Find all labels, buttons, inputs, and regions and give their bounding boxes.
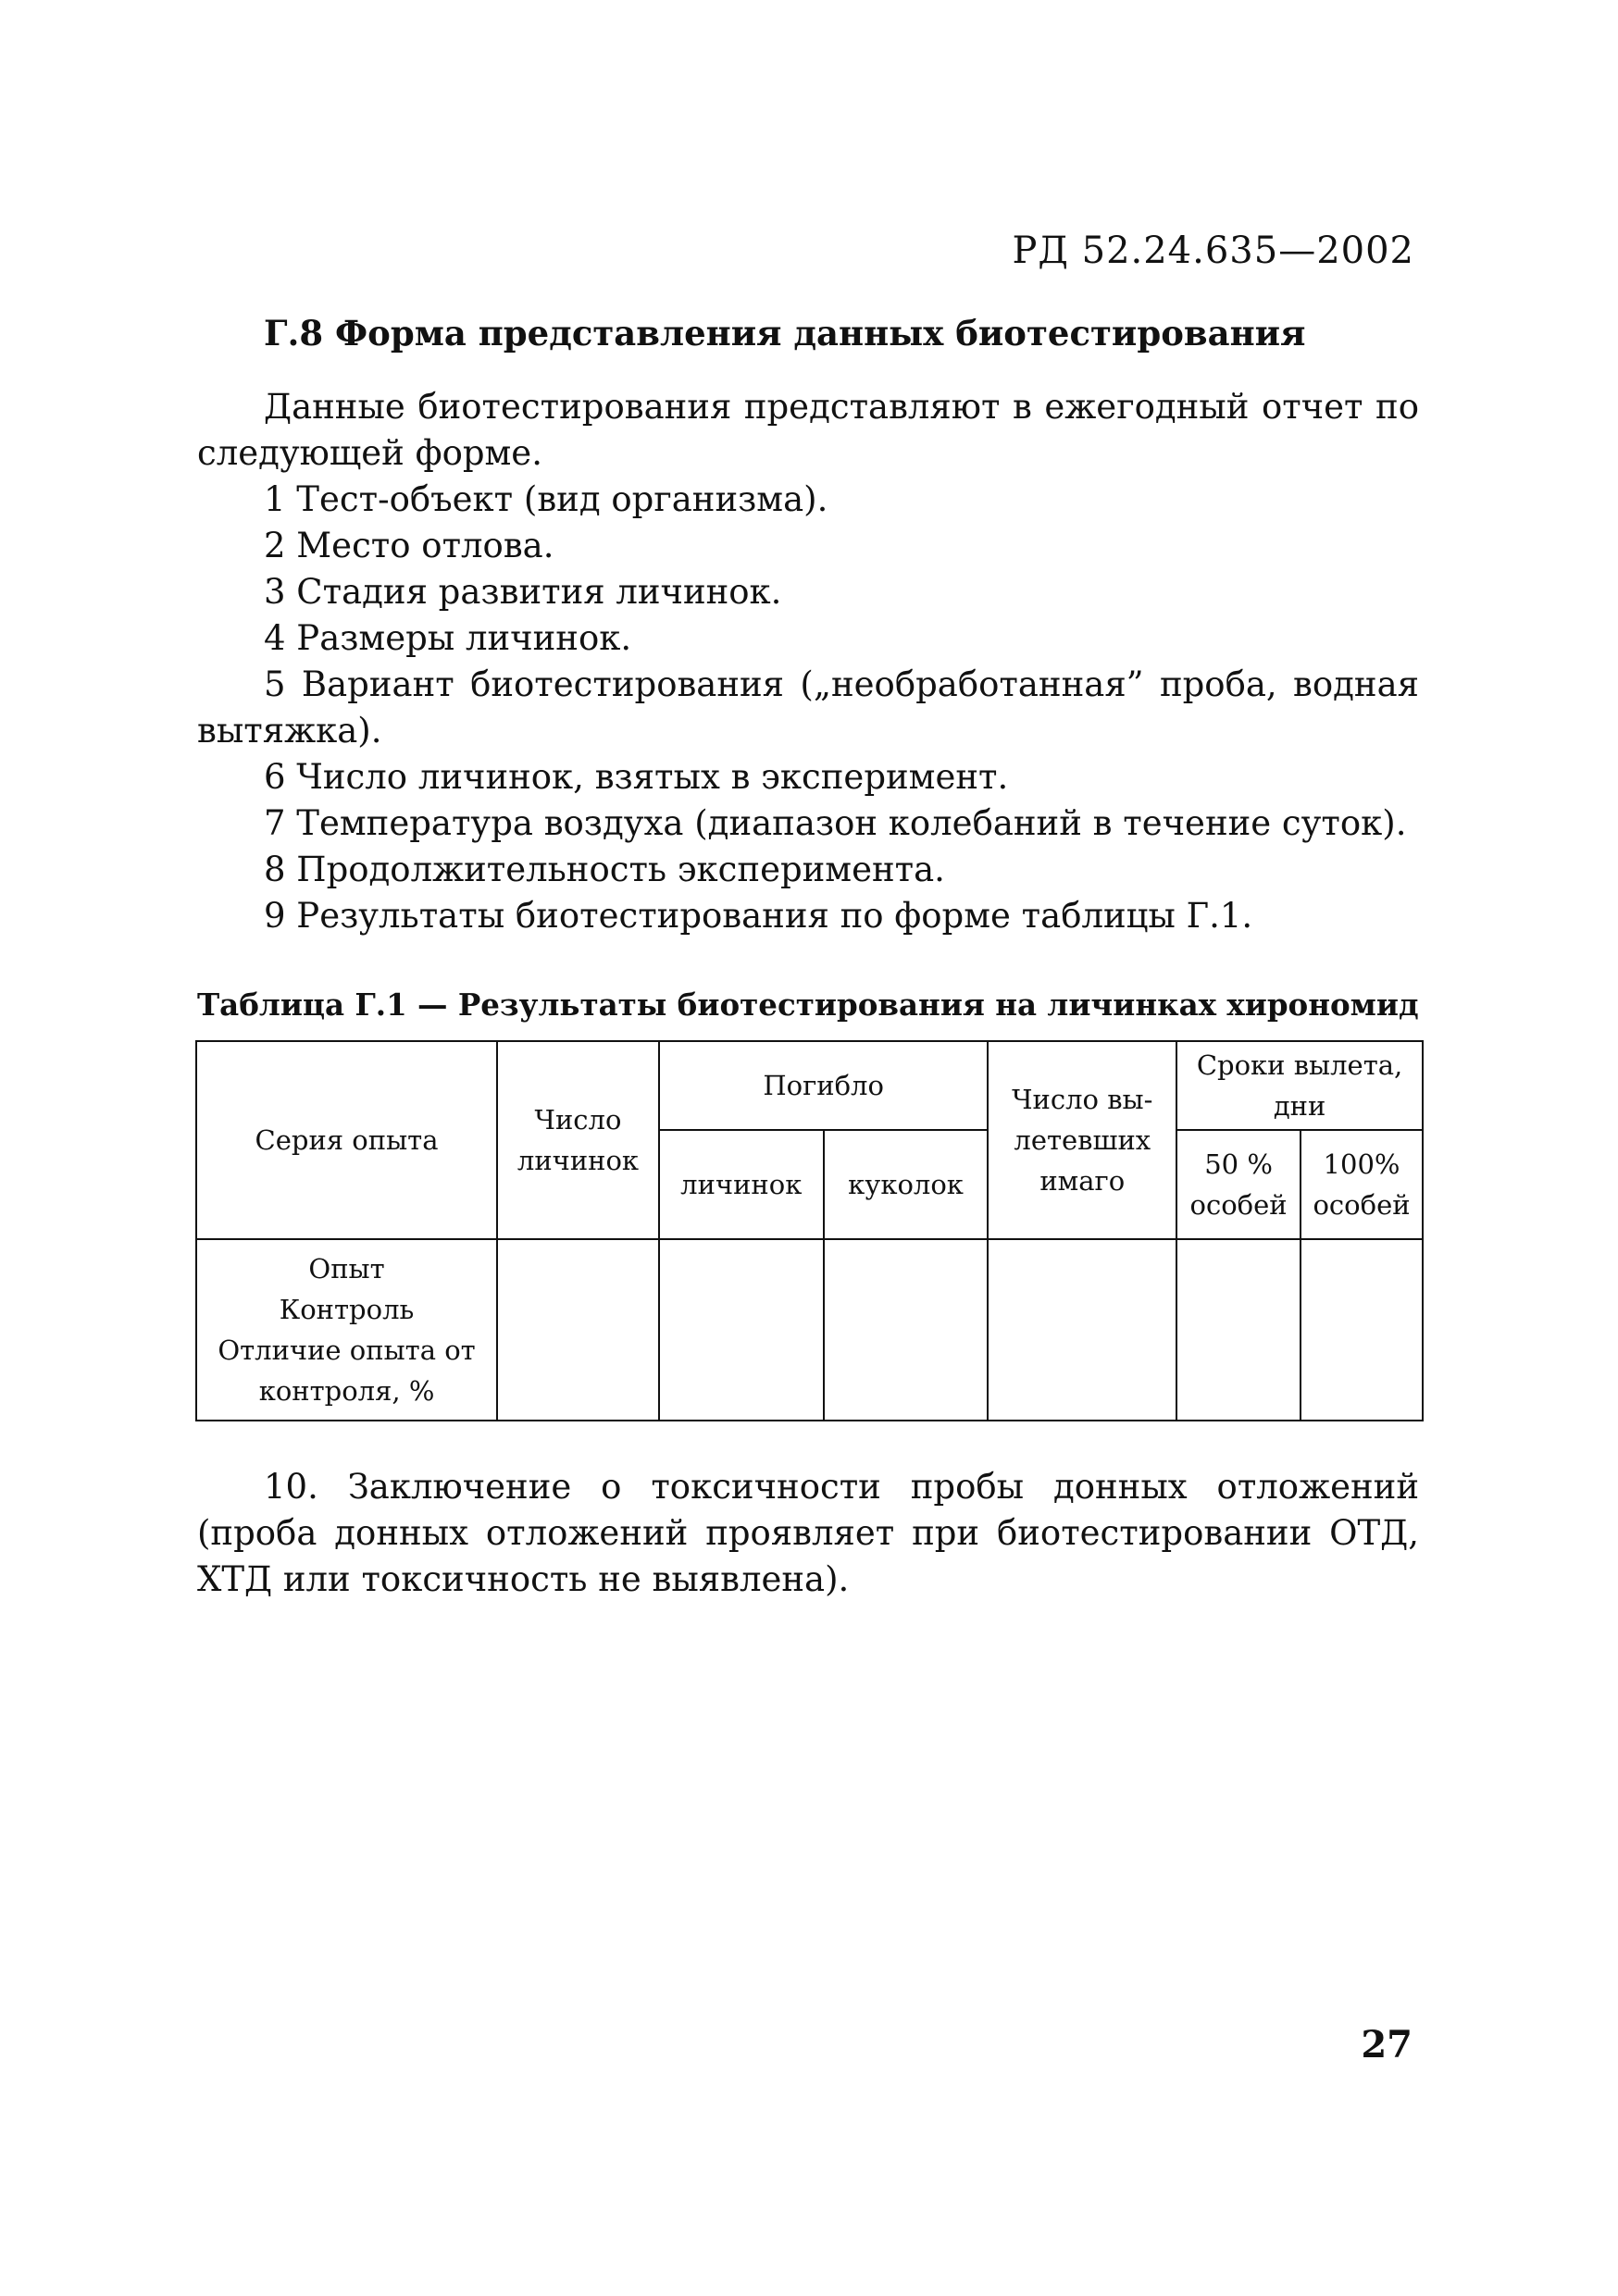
list-item: 2 Место отлова.: [264, 526, 554, 565]
header-died-pupae: куколок: [824, 1130, 989, 1239]
conclusion-paragraph: 10. Заключение о токсичности пробы донных отложений (проба донных отложений проявляет при биотестировании ОТД, ХТД или токсичность не выявлена).: [197, 1467, 1419, 1599]
header-pct100: 100% особей: [1301, 1130, 1423, 1239]
list-item: 9 Результаты биотестирования по форме таблицы Г.1.: [264, 896, 1253, 936]
table-row: Контроль: [279, 1294, 415, 1325]
list-item: 8 Продолжительность эксперимента.: [264, 850, 945, 889]
header-died: Погибло: [659, 1041, 989, 1130]
list-item: 1 Тест-объект (вид организма).: [264, 479, 828, 519]
intro-paragraph: Данные биотестирования представляют в ежегодный отчет по следующей форме.: [197, 387, 1419, 473]
empty-cell: [988, 1239, 1176, 1421]
section-title: Г.8 Форма представления данных биотестирования: [264, 313, 1306, 354]
list-item: 5 Вариант биотестирования („необработанная” проба, водная вытяжка).: [197, 664, 1419, 751]
header-pct50: 50 % особей: [1176, 1130, 1301, 1239]
header-departure: Сроки вылета, дни: [1176, 1041, 1423, 1130]
header-count: Число личинок: [497, 1041, 659, 1239]
table-caption: Таблица Г.1 — Результаты биотестирования на личинках хирономид: [197, 987, 1419, 1023]
list-item: 6 Число личинок, взятых в эксперимент.: [264, 757, 1009, 797]
empty-cell: [1176, 1239, 1301, 1421]
empty-cell: [824, 1239, 989, 1421]
series-cell: [196, 1239, 497, 1421]
page-number: 27: [1361, 2023, 1413, 2066]
empty-cell: [1301, 1239, 1423, 1421]
table-row: Отличие опыта от контроля, %: [218, 1334, 476, 1407]
table-row: Опыт: [308, 1253, 385, 1285]
header-imago: Число вы-летевших имаго: [988, 1041, 1176, 1239]
list-item: 4 Размеры личинок.: [264, 618, 632, 658]
list-item: 7 Температура воздуха (диапазон колебаний в течение суток).: [264, 803, 1407, 843]
document-code: РД 52.24.635—2002: [1012, 230, 1414, 272]
results-table: [195, 1040, 1424, 1421]
empty-cell: [497, 1239, 659, 1421]
header-died-larvae: личинок: [659, 1130, 824, 1239]
numbered-list: [197, 477, 1419, 939]
list-item: 3 Стадия развития личинок.: [264, 572, 782, 612]
header-series: Серия опыта: [196, 1041, 497, 1239]
empty-cell: [659, 1239, 824, 1421]
